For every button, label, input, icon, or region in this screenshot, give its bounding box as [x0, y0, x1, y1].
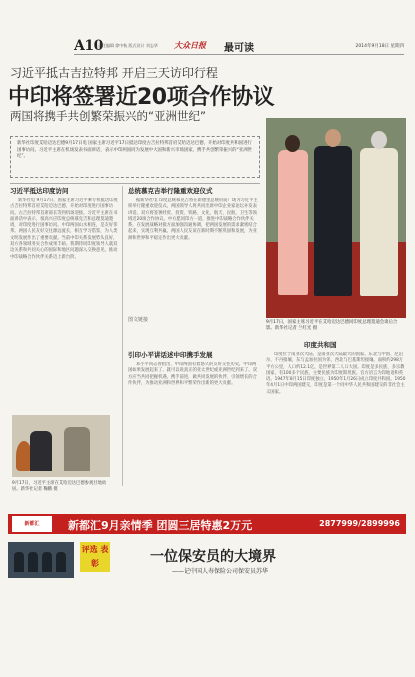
- figure-center: [314, 146, 352, 296]
- page-number: A10: [74, 38, 103, 54]
- small-photo: [12, 415, 110, 477]
- ad-logo: 新都汇: [12, 516, 52, 532]
- left-column-head: 习近平抵达印度访问: [10, 187, 69, 195]
- quote-label: 图文链接: [128, 317, 149, 323]
- lead-box: [10, 136, 260, 178]
- mid-column-body: 据新华社电 印度总统慕克吉将在新德里总统府前广场为习近平主席举行隆重欢迎仪式。两国领导人将共同出席中印企业家论坛并发表讲话。双方将签署经贸、投资、铁路、文化、航天、民航、卫生等领域近20项合作协议。中方愿同印方一道，推进中印战略合作伙伴关系，在发展战略对接方面加强沟通协调，把两国发展的需求紧密结合起来，实现互利共赢。两国人民友谊在新时期不断巩固和发展，为亚洲和世界和平稳定作出更大贡献。: [128, 198, 258, 241]
- column-divider: [122, 186, 123, 486]
- masthead: [74, 37, 404, 55]
- bottom-subheadline: ——记中国人寿保险公司保安员苏华: [172, 568, 269, 575]
- divider: [10, 183, 260, 184]
- edit-line: 责任编辑 徐中秋 版式设计 刘志华: [98, 43, 158, 48]
- ad-text: 新都汇9月亲情季 团圆三居特惠2万元: [68, 519, 253, 532]
- figure-left: [278, 150, 308, 295]
- headline: 中印将签署近20项合作协议: [8, 85, 275, 110]
- right-column-body: 印度位于南亚次大陆，是南亚次大陆最大的国家。东北与中国、尼泊尔、不丹接壤，东与孟加拉国为邻，西北与巴基斯坦接壤。面积约298万平方公里，人口约12.1亿，是世界第二人口大国。印度是多民族、多宗教国家，有100多个民族，主要民族为印度斯坦族。官方语言为印地语和英语。1947年8月15日印度独立，1950年1月26日成立印度共和国。1950年4月1日中印两国建交，印度是第一个同中华人民共和国建交的非社会主义国家。: [266, 352, 406, 395]
- advertisement-bar[interactable]: [8, 514, 406, 534]
- lead-text: 新华社印度艾哈迈达巴德9月17日电 国家主席习近平17日抵达印度古吉拉特邦首府艾哈迈达巴德，开始对印度共和国进行国事访问。习近平主席在机场发表书面讲话，表示中印两国同为发展中大国和新兴市场国家，携手共创繁荣振兴的“亚洲世纪”。: [17, 141, 252, 160]
- bottom-headline: 一位保安员的大境界: [150, 549, 276, 565]
- guard-figure: [42, 552, 52, 572]
- figure-seated-left: [30, 431, 52, 471]
- main-photo: [266, 118, 406, 318]
- mid-column-text: [128, 198, 260, 310]
- quote-head: 引印小平讲话述中印携手发展: [128, 351, 213, 359]
- guard-figure: [14, 552, 24, 572]
- small-photo-caption: 9月17日，习近平主席在艾哈迈达巴德参观甘地故居。新华社记者 鞠鹏 摄: [12, 481, 107, 493]
- main-photo-caption: 9月17日，国家主席习近平在艾哈迈达巴德同印度总理莫迪会谈后合影。新华社记者 兰红光 摄: [266, 320, 398, 332]
- left-column-body: 新华社电 9月17日，国家主席习近平乘专机抵达印度古吉拉特邦首府艾哈迈达巴德，开始对印度进行国事访问。古吉拉特邦首席部长等到机场迎接。习近平主席在书面讲话中表示，很高兴应印度总统慕克吉和总理莫迪邀请，对印度进行国事访问。中印两国山水相连，是友好邻邦。两国人民友好交往源远流长，相互学习借鉴，为人类文明发展作出了重要贡献。当前中印关系发展势头良好，双方各领域务实合作成果丰硕。我期待同印度领导人就双边关系和共同关心的国际和地区问题深入交换意见，推动中印战略合作伙伴关系迈上新台阶。: [10, 198, 118, 260]
- issue-date: 2014年9月18日 星期四: [355, 44, 404, 49]
- figure-right: [360, 148, 398, 296]
- mid-column-head: 总统慕克吉举行隆重欢迎仪式: [128, 187, 213, 195]
- bottom-photo: [8, 542, 74, 578]
- figure-seated-right: [64, 427, 90, 471]
- guard-figure: [28, 552, 38, 572]
- right-column-head: 印度共和国: [304, 341, 337, 349]
- award-badge: 评选 表彰: [80, 542, 110, 572]
- guard-figure: [56, 552, 66, 572]
- left-column-text: [10, 198, 118, 410]
- kicker: 习近平抵古吉拉特邦 开启三天访印行程: [10, 66, 218, 80]
- section-title: 最可读: [224, 43, 254, 54]
- ad-phone: 2877999/2899996: [319, 519, 400, 528]
- quote-text: [128, 362, 260, 502]
- quote-body: 邓小平同志曾指出，中印两国有着悠久的友好交往历史，中印两国如果发展起来了，就可以说真正的亚太世纪或亚洲世纪到来了。双方应当共同把握机遇，携手前进，做共同发展的伙伴、引领增长的合作伙伴，为推动亚洲和世界和平繁荣作出新的更大贡献。: [128, 362, 257, 386]
- subheadline: 两国将携手共创繁荣振兴的“亚洲世纪”: [10, 109, 206, 123]
- newspaper-logo: 大众日报: [174, 41, 206, 50]
- right-column-text: [266, 352, 406, 506]
